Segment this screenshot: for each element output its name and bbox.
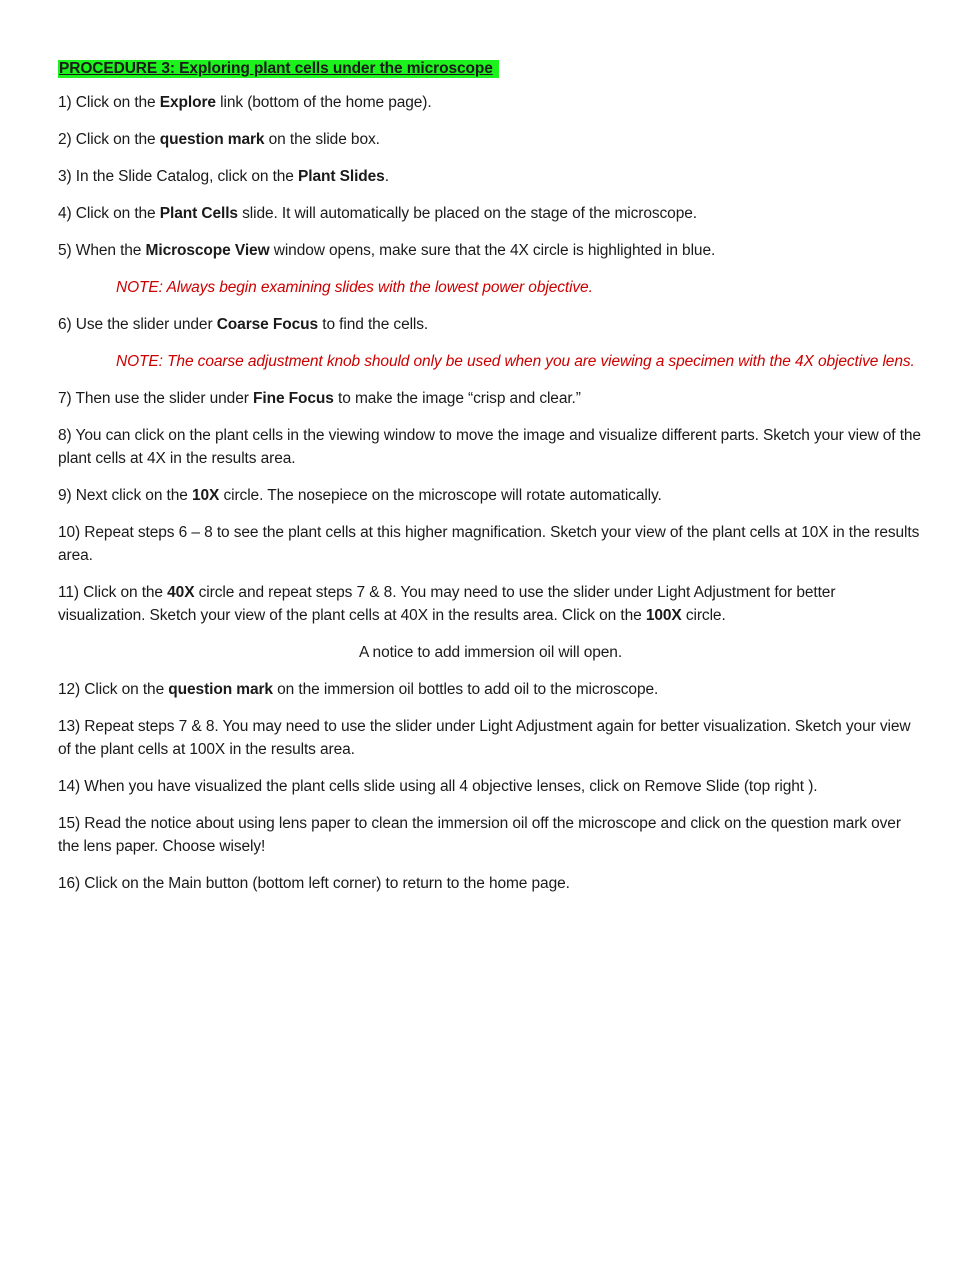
step-9: 9) Next click on the 10X circle. The nosepiece on the microscope will rotate automatically.	[58, 487, 662, 504]
step-10: 10) Repeat steps 6 – 8 to see the plant cells at this higher magnification. Sketch your view of the plant cells at 10X in the results area.	[58, 524, 920, 564]
step-12: 12) Click on the question mark on the immersion oil bottles to add oil to the microscope.	[58, 681, 659, 698]
step-5: 5) When the Microscope View window opens, make sure that the 4X circle is highlighted in blue.	[58, 242, 716, 259]
step-2: 2) Click on the question mark on the slide box.	[58, 131, 380, 148]
step-1: 1) Click on the Explore link (bottom of the home page).	[58, 94, 432, 111]
step-6: 6) Use the slider under Coarse Focus to find the cells.	[58, 316, 429, 333]
note-lowest-power: NOTE: Always begin examining slides with the lowest power objective.	[116, 279, 593, 296]
note-coarse-adjustment: NOTE: The coarse adjustment knob should only be used when you are viewing a specimen with the 4X objective lens.	[116, 353, 915, 370]
step-15: 15) Read the notice about using lens paper to clean the immersion oil off the microscope and click on the question mark over the lens paper. Choose wisely!	[58, 815, 901, 855]
step-8: 8) You can click on the plant cells in the viewing window to move the image and visualize different parts. Sketch your view of the plant cells at 4X in the results area.	[58, 427, 921, 467]
step-4: 4) Click on the Plant Cells slide. It will automatically be placed on the stage of the microscope.	[58, 205, 697, 222]
step-3: 3) In the Slide Catalog, click on the Plant Slides.	[58, 168, 389, 185]
procedure-content	[58, 60, 923, 909]
step-14: 14) When you have visualized the plant cells slide using all 4 objective lenses, click on Remove Slide (top right ).	[58, 778, 818, 795]
step-13: 13) Repeat steps 7 & 8. You may need to use the slider under Light Adjustment again for better visualization. Sketch your view of the plant cells at 100X in the results area.	[58, 718, 911, 758]
step-16: 16) Click on the Main button (bottom left corner) to return to the home page.	[58, 875, 570, 892]
step-11: 11) Click on the 40X circle and repeat steps 7 & 8. You may need to use the slider under Light Adjustment for better visualization. Sketch your view of the plant cells at 40X in the results area. Click on the 100X circle.	[58, 584, 836, 624]
immersion-oil-notice: A notice to add immersion oil will open.	[358, 644, 623, 661]
step-7: 7) Then use the slider under Fine Focus to make the image “crisp and clear.”	[58, 390, 581, 407]
procedure-title: PROCEDURE 3: Exploring plant cells under the microscope	[58, 60, 499, 78]
